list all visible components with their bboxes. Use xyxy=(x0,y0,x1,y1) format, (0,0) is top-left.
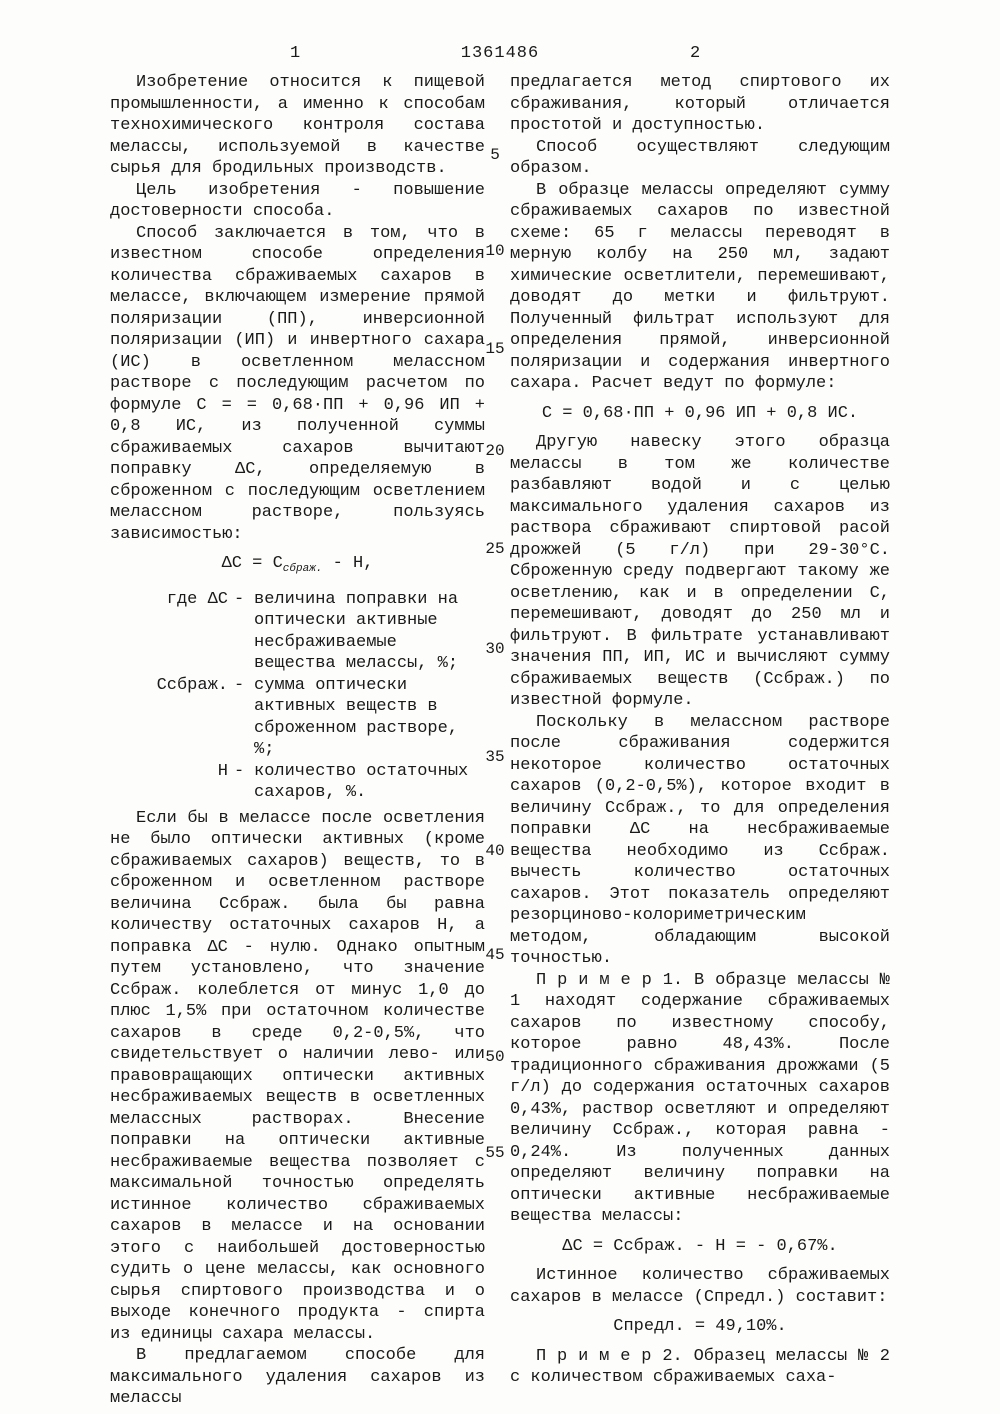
example-2: П р и м е р 2. Образец мелассы № 2 с количеством сбраживаемых саха- xyxy=(510,1346,890,1387)
line-number: 50 xyxy=(485,1048,505,1066)
line-number: 15 xyxy=(485,340,505,358)
line-number: 45 xyxy=(485,946,505,964)
left-column xyxy=(110,72,485,1410)
right-column xyxy=(510,72,890,1389)
paragraph: Способ осуществляют следующим образом. xyxy=(510,137,890,178)
paragraph: В предлагаемом способе для максимального удаления сахаров из мелассы xyxy=(110,1346,485,1408)
formula-delta-c: $\Delta С = С_{сбраж.} - Н$, xyxy=(221,554,374,575)
line-number: 35 xyxy=(485,748,505,766)
paragraph: Поскольку в мелассном растворе после сбраживания содержится некоторое количество остаточных сахаров (0,2-0,5%), которое входит в величину Ссбраж., то для определения поправки ΔС на несбраживаемые вещества необходимо из Ссбраж. вычесть количество остаточных сахаров. Этот показатель определяют резорциново-колориметрическим методом, обладающим высокой точностью. xyxy=(510,712,890,968)
line-number: 20 xyxy=(485,442,505,460)
formula-c: С = 0,68·ПП + 0,96 ИП + 0,8 ИС. xyxy=(541,403,859,423)
page-number-left: 1 xyxy=(290,44,301,63)
paragraph: Истинное количество сбраживаемых сахаров в мелассе (Спредл.) составит: xyxy=(510,1266,890,1307)
paragraph: предлагается метод спиртового их сбраживания, который отличается простотой и доступностью. xyxy=(510,73,890,135)
line-number: 40 xyxy=(485,842,505,860)
paragraph: Другую навеску этого образца мелассы в том же количестве разбавляют водой и с целью максимального удаления сахаров из раствора сбраживают спиртовой расой дрожжей (5 г/л) при 29-30°С. Сброженную среду подвергают такому же осветлению, как и в определении С, перемешивают, доводят до 250 мл и фильтруют. В фильтрате устанавливают значения ПП, ИП, ИС и вычисляют сумму сбраживаемых веществ (Ссбраж.) по известной формуле. xyxy=(510,433,890,710)
line-number: 55 xyxy=(485,1144,505,1162)
formula-c-predl: Спредл. = 49,10%. xyxy=(613,1317,787,1336)
line-number: 5 xyxy=(490,146,500,164)
paragraph: Если бы в мелассе после осветления не было оптически активных (кроме сбраживаемых сахаров) веществ, то в сброженном и осветленном растворе величина Ссбраж. была бы равна количеству остаточных сахаров Н, а поправка ΔС - нулю. Однако опытным путем установлено, что значение Ссбраж. колеблется от минус 1,0 до плюс 1,5% при остаточном количестве сахаров в среде 0,2-0,5%, что свидетельствует о наличии лево- или правовращающих оптически активных несбраживаемых веществ в осветленных мелассных растворах. Внесение поправки на оптически активные несбраживаемые вещества позволяет с максимальной точностью определять истинное количество сбраживаемых сахаров в мелассе и на основании этого с наибольшей достоверностью судить о цене мелассы, как основного сырья спиртового производства и о выходе конечного продукта - спирта из единицы сахара мелассы. xyxy=(110,808,485,1344)
definition-term: Ссбраж. xyxy=(156,675,228,695)
paragraph: В образце мелассы определяют сумму сбраживаемых сахаров по известной схеме: 65 г мелассы переводят в мерную колбу на 250 мл, задают химические осветлители, перемешивают, доводят до метки и фильтруют. Полученный фильтрат используют для определения прямой, инверсионной поляризации и содержания инвертного сахара. Расчет ведут по формуле: xyxy=(510,180,890,393)
definition-term: где ΔС xyxy=(166,589,228,609)
line-number: 25 xyxy=(485,540,505,558)
definition-item: Ссбраж. - сумма оптически активных веществ в сброженном растворе, %; xyxy=(110,675,485,761)
definition-text: количество остаточных сахаров, %. xyxy=(254,761,469,802)
definition-text: величина поправки на оптически активные несбраживаемые вещества мелассы, %; xyxy=(254,589,459,673)
paragraph: Изобретение относится к пищевой промышленности, а именно к способам технохимического контроля состава мелассы, используемой в качестве сырья для бродильных производств. xyxy=(110,73,485,178)
line-number: 10 xyxy=(485,242,505,260)
definition-item: где ΔС - величина поправки на оптически активные несбраживаемые вещества мелассы, %; xyxy=(110,589,485,675)
formula-delta-c-example: ΔС = Ссбраж. - Н = - 0,67%. xyxy=(562,1236,838,1256)
definition-text: сумма оптически активных веществ в сброженном растворе, %; xyxy=(254,675,459,759)
definition-item: Н - количество остаточных сахаров, %. xyxy=(110,761,485,804)
line-number: 30 xyxy=(485,640,505,658)
definition-term: Н xyxy=(217,761,228,781)
example-1: П р и м е р 1. В образце мелассы № 1 находят содержание сбраживаемых сахаров по известному способу, которое равно 48,43%. После традиционного сбраживания дрожжами (5 г/л) до содержания остаточных сахаров 0,43%, раствор осветляют и определяют величину Ссбраж., которая равна - 0,24%. Из полученных данных определяют величину поправки на оптически активные несбраживаемые вещества мелассы: xyxy=(510,970,890,1226)
paragraph: Цель изобретения - повышение достоверности способа. xyxy=(110,180,485,221)
page-number-right: 2 xyxy=(690,44,701,63)
definitions-list xyxy=(110,589,485,804)
patent-number: 1361486 xyxy=(460,44,540,63)
paragraph: Способ заключается в том, что в известном способе определения количества сбраживаемых сахаров в мелассе, включающем измерение прямой поляризации (ПП), инверсионной поляризации (ИП) и инвертного сахара (ИС) в осветленном мелассном растворе с последующим расчетом по формуле С = = 0,68·ПП + 0,96 ИП + 0,8 ИС, из полученной суммы сбраживаемых сахаров вычитают поправку ΔС, определяемую в сброженном с последующим осветлением мелассном растворе, пользуясь зависимостью: xyxy=(110,223,485,544)
